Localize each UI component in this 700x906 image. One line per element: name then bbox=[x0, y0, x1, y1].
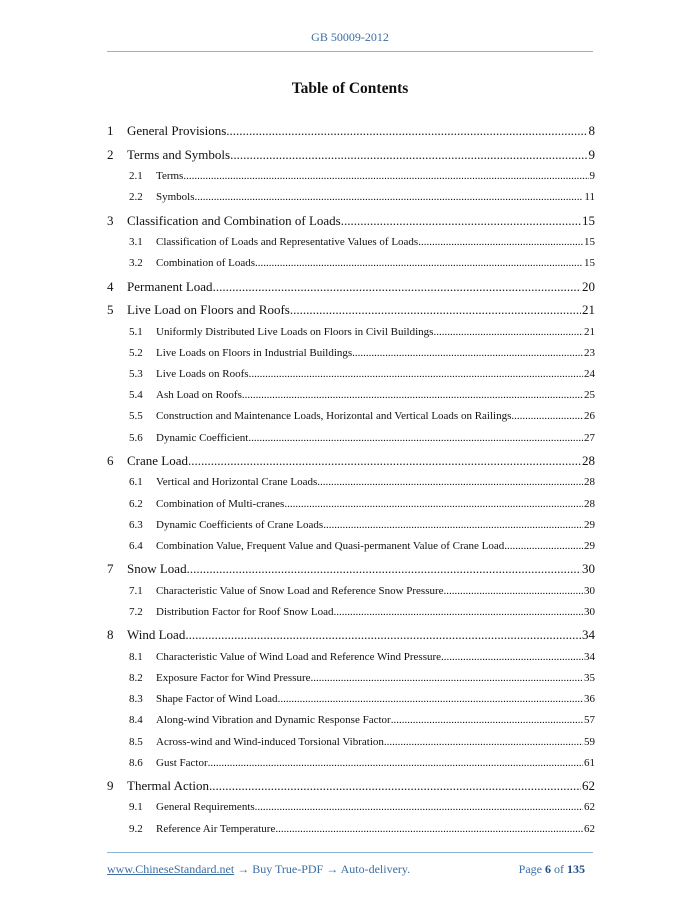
toc-entry-page: 57 bbox=[584, 714, 595, 727]
toc-entry-page: 23 bbox=[584, 346, 595, 359]
dot-leader bbox=[242, 385, 583, 406]
toc-chapter-entry[interactable] bbox=[107, 119, 595, 143]
toc-entry-title: Dynamic Coefficient bbox=[156, 431, 249, 444]
dot-leader bbox=[195, 187, 584, 208]
site-link[interactable]: www.ChineseStandard.net bbox=[107, 862, 235, 876]
toc-entry-page: 24 bbox=[584, 368, 595, 381]
page-word: Page bbox=[518, 862, 542, 876]
toc-entry-page: 15 bbox=[584, 236, 595, 249]
toc-chapter-entry[interactable] bbox=[107, 298, 595, 322]
toc-entry-page: 28 bbox=[584, 497, 595, 510]
dot-leader bbox=[230, 143, 587, 167]
toc-section-entry[interactable] bbox=[107, 166, 595, 187]
toc-entry-title: Gust Factor bbox=[156, 756, 208, 769]
toc-section-entry[interactable] bbox=[107, 602, 595, 623]
dot-leader bbox=[209, 774, 581, 798]
dot-leader bbox=[341, 209, 581, 233]
toc-entry-number: 8.2 bbox=[129, 671, 143, 684]
toc-entry-page: 9 bbox=[589, 170, 595, 183]
toc-entry-number: 7.1 bbox=[129, 584, 143, 597]
toc-entry-title: Exposure Factor for Wind Pressure bbox=[156, 671, 311, 684]
toc-entry-number: 7.2 bbox=[129, 605, 143, 618]
toc-entry-page: 34 bbox=[584, 650, 595, 663]
toc-entry-page: 36 bbox=[584, 693, 595, 706]
toc-section-entry[interactable] bbox=[107, 581, 595, 602]
toc-entry-title: Combination of Loads bbox=[156, 257, 255, 270]
dot-leader bbox=[278, 689, 583, 710]
toc-entry-page: 28 bbox=[582, 452, 595, 468]
toc-entry-title: Dynamic Coefficients of Crane Loads bbox=[156, 518, 324, 531]
toc-entry-number: 2 bbox=[107, 146, 114, 162]
toc-entry-title: Symbols bbox=[156, 191, 195, 204]
dot-leader bbox=[255, 797, 583, 818]
dot-leader bbox=[323, 515, 583, 536]
header-rule bbox=[107, 51, 593, 52]
dot-leader bbox=[391, 710, 583, 731]
toc-entry-number: 3.1 bbox=[129, 236, 143, 249]
toc-entry-number: 4 bbox=[107, 278, 114, 294]
dot-leader bbox=[441, 647, 583, 668]
toc-entry-page: 35 bbox=[584, 671, 595, 684]
toc-entry-number: 2.1 bbox=[129, 170, 143, 183]
toc-section-entry[interactable] bbox=[107, 385, 595, 406]
buy-pdf-link[interactable]: Buy True-PDF bbox=[252, 862, 324, 876]
toc-section-entry[interactable] bbox=[107, 232, 595, 253]
dot-leader bbox=[433, 322, 583, 343]
footer-promo bbox=[107, 862, 410, 877]
toc-entry-number: 6 bbox=[107, 452, 114, 468]
toc-entry-number: 5.3 bbox=[129, 368, 143, 381]
toc-entry-number: 6.1 bbox=[129, 476, 143, 489]
toc-section-entry[interactable] bbox=[107, 187, 595, 208]
toc-entry-title: Live Loads on Floors in Industrial Buildings bbox=[156, 346, 353, 359]
toc-entry-page: 11 bbox=[584, 191, 595, 204]
toc-entry-page: 21 bbox=[582, 302, 595, 318]
toc-section-entry[interactable] bbox=[107, 647, 595, 668]
toc-entry-page: 21 bbox=[584, 325, 595, 338]
total-pages: 135 bbox=[567, 862, 585, 876]
toc-entry-page: 28 bbox=[584, 476, 595, 489]
of-word: of bbox=[554, 862, 564, 876]
toc-entry-number: 6.3 bbox=[129, 518, 143, 531]
dot-leader bbox=[226, 119, 587, 143]
toc-entry-page: 34 bbox=[582, 627, 595, 643]
delivery-text: Auto-delivery. bbox=[340, 862, 411, 876]
toc-entry-page: 59 bbox=[584, 735, 595, 748]
toc-entry-page: 9 bbox=[588, 146, 595, 162]
footer-rule bbox=[107, 852, 593, 853]
toc-entry-title: Vertical and Horizontal Crane Loads bbox=[156, 476, 318, 489]
toc-entry-number: 8.6 bbox=[129, 756, 143, 769]
toc-entry-title: Combination of Multi-cranes bbox=[156, 497, 285, 510]
toc-entry-page: 15 bbox=[584, 257, 595, 270]
toc-entry-title: Live Load on Floors and Roofs bbox=[127, 302, 290, 318]
toc-entry-page: 61 bbox=[584, 756, 595, 769]
dot-leader bbox=[317, 472, 583, 493]
toc-entry-number: 8.3 bbox=[129, 693, 143, 706]
toc-entry-number: 1 bbox=[107, 123, 114, 138]
toc-entry-title: Permanent Load bbox=[127, 278, 213, 294]
toc-entry-title: Terms bbox=[156, 170, 184, 183]
toc-section-entry[interactable] bbox=[107, 406, 595, 427]
toc-section-entry[interactable] bbox=[107, 364, 595, 385]
page-indicator bbox=[519, 862, 585, 877]
dot-leader bbox=[187, 557, 581, 581]
toc-entry-title: Combination Value, Frequent Value and Quasi-permanent Value of Crane Load bbox=[156, 540, 505, 552]
toc-entry-title: Characteristic Value of Wind Load and Reference Wind Pressure bbox=[156, 650, 442, 663]
toc-section-entry[interactable] bbox=[107, 472, 595, 493]
toc-chapter-entry[interactable] bbox=[107, 557, 595, 581]
toc-entry-number: 6.2 bbox=[129, 497, 143, 510]
toc-entry-title: Classification and Combination of Loads bbox=[127, 212, 341, 228]
toc-section-entry[interactable] bbox=[107, 668, 595, 689]
dot-leader bbox=[249, 364, 583, 385]
toc-entry-number: 8.4 bbox=[129, 714, 143, 727]
toc-entry-number: 5.4 bbox=[129, 389, 143, 402]
toc-entry-title: Distribution Factor for Roof Snow Load bbox=[156, 605, 334, 618]
toc-entry-number: 5.5 bbox=[129, 410, 143, 423]
toc-chapter-entry[interactable] bbox=[107, 774, 595, 798]
toc-entry-title: Ash Load on Roofs bbox=[156, 389, 242, 402]
arrow-icon: → bbox=[326, 862, 339, 876]
toc-entry-title: Characteristic Value of Snow Load and Reference Snow Pressure bbox=[156, 584, 444, 597]
toc-entry-page: 25 bbox=[584, 389, 595, 402]
toc-entry-title: Reference Air Temperature bbox=[156, 822, 276, 835]
dot-leader bbox=[334, 602, 583, 623]
toc-entry-title: Thermal Action bbox=[127, 777, 209, 793]
toc-chapter-entry[interactable] bbox=[107, 449, 595, 473]
toc-section-entry[interactable] bbox=[107, 343, 595, 364]
dot-leader bbox=[213, 275, 581, 299]
toc-entry-page: 27 bbox=[584, 431, 595, 444]
toc-entry-page: 15 bbox=[582, 212, 595, 228]
toc-entry-number: 8.5 bbox=[129, 735, 143, 748]
dot-leader bbox=[418, 232, 583, 253]
toc-chapter-entry[interactable] bbox=[107, 209, 595, 233]
toc-entry-page: 30 bbox=[582, 561, 595, 577]
toc-entry-number: 9.1 bbox=[129, 801, 143, 814]
toc-entry-title: Across-wind and Wind-induced Torsional Vibration bbox=[156, 735, 384, 748]
toc-entry-title: Live Loads on Roofs bbox=[156, 368, 249, 381]
toc-section-entry[interactable] bbox=[107, 819, 595, 840]
dot-leader bbox=[185, 623, 581, 647]
toc-section-entry[interactable] bbox=[107, 536, 595, 557]
toc-entry-page: 26 bbox=[584, 410, 595, 423]
toc-entry-number: 5 bbox=[107, 302, 114, 318]
dot-leader bbox=[311, 668, 583, 689]
toc-section-entry[interactable] bbox=[107, 732, 595, 753]
dot-leader bbox=[188, 449, 581, 473]
dot-leader bbox=[290, 298, 581, 322]
toc-section-entry[interactable] bbox=[107, 689, 595, 710]
toc-entry-page: 8 bbox=[588, 123, 595, 138]
toc-entry-title: Snow Load bbox=[127, 561, 187, 577]
toc-entry-page: 29 bbox=[584, 518, 595, 531]
toc-section-entry[interactable] bbox=[107, 797, 595, 818]
toc-entry-title: Uniformly Distributed Live Loads on Floors in Civil Buildings bbox=[156, 325, 434, 338]
dot-leader bbox=[255, 253, 583, 274]
toc-entry-number: 3.2 bbox=[129, 257, 143, 270]
toc-entry-page: 30 bbox=[584, 584, 595, 597]
toc-entry-number: 2.2 bbox=[129, 191, 143, 204]
toc-entry-title: Construction and Maintenance Loads, Horizontal and Vertical Loads on Railings bbox=[156, 410, 512, 423]
dot-leader bbox=[208, 753, 583, 774]
arrow-icon: → bbox=[237, 862, 250, 876]
toc-entry-title: Terms and Symbols bbox=[127, 146, 231, 162]
toc-entry-page: 62 bbox=[584, 801, 595, 814]
dot-leader bbox=[511, 406, 583, 427]
toc-entry-page: 62 bbox=[584, 822, 595, 835]
toc-chapter-entry[interactable] bbox=[107, 623, 595, 647]
toc-entry-number: 8.1 bbox=[129, 650, 143, 663]
toc-entry-title: Shape Factor of Wind Load bbox=[156, 693, 278, 706]
toc-entry-number: 9 bbox=[107, 777, 114, 793]
toc-entry-page: 30 bbox=[584, 605, 595, 618]
toc-entry-title: Classification of Loads and Representative Values of Loads bbox=[156, 236, 419, 249]
toc-entry-number: 6.4 bbox=[129, 540, 143, 552]
dot-leader bbox=[284, 494, 583, 515]
toc-section-entry[interactable] bbox=[107, 253, 595, 274]
toc-entry-number: 3 bbox=[107, 212, 114, 228]
toc-section-entry[interactable] bbox=[107, 322, 595, 343]
dot-leader bbox=[384, 732, 583, 753]
dot-leader bbox=[444, 581, 583, 602]
table-of-contents bbox=[107, 119, 595, 840]
toc-entry-number: 5.2 bbox=[129, 346, 143, 359]
toc-entry-page: 62 bbox=[582, 777, 595, 793]
toc-section-entry[interactable] bbox=[107, 494, 595, 515]
current-page-number: 6 bbox=[545, 862, 551, 876]
dot-leader bbox=[352, 343, 583, 364]
toc-section-entry[interactable] bbox=[107, 710, 595, 731]
toc-entry-number: 8 bbox=[107, 627, 114, 643]
toc-entry-number: 5.1 bbox=[129, 325, 143, 338]
toc-section-entry[interactable] bbox=[107, 428, 595, 449]
dot-leader bbox=[183, 166, 588, 187]
page-title: Table of Contents bbox=[291, 80, 409, 97]
toc-entry-title: Along-wind Vibration and Dynamic Response Factor bbox=[156, 714, 391, 727]
toc-chapter-entry[interactable] bbox=[107, 275, 595, 299]
toc-entry-title: General Requirements bbox=[156, 801, 255, 814]
toc-entry-title: Crane Load bbox=[127, 452, 189, 468]
toc-entry-title: Wind Load bbox=[127, 627, 186, 643]
toc-section-entry[interactable] bbox=[107, 753, 595, 774]
dot-leader bbox=[275, 819, 583, 840]
toc-section-entry[interactable] bbox=[107, 515, 595, 536]
page-header bbox=[107, 30, 593, 45]
toc-entry-title: General Provisions bbox=[127, 123, 227, 138]
toc-entry-number: 5.6 bbox=[129, 431, 143, 444]
toc-entry-number: 9.2 bbox=[129, 822, 143, 835]
toc-entry-page: 29 bbox=[584, 540, 595, 552]
toc-chapter-entry[interactable] bbox=[107, 143, 595, 167]
toc-entry-number: 7 bbox=[107, 561, 114, 577]
dot-leader bbox=[248, 428, 583, 449]
dot-leader bbox=[504, 536, 583, 557]
toc-entry-page: 20 bbox=[582, 278, 595, 294]
standard-code: GB 50009-2012 bbox=[311, 30, 389, 44]
